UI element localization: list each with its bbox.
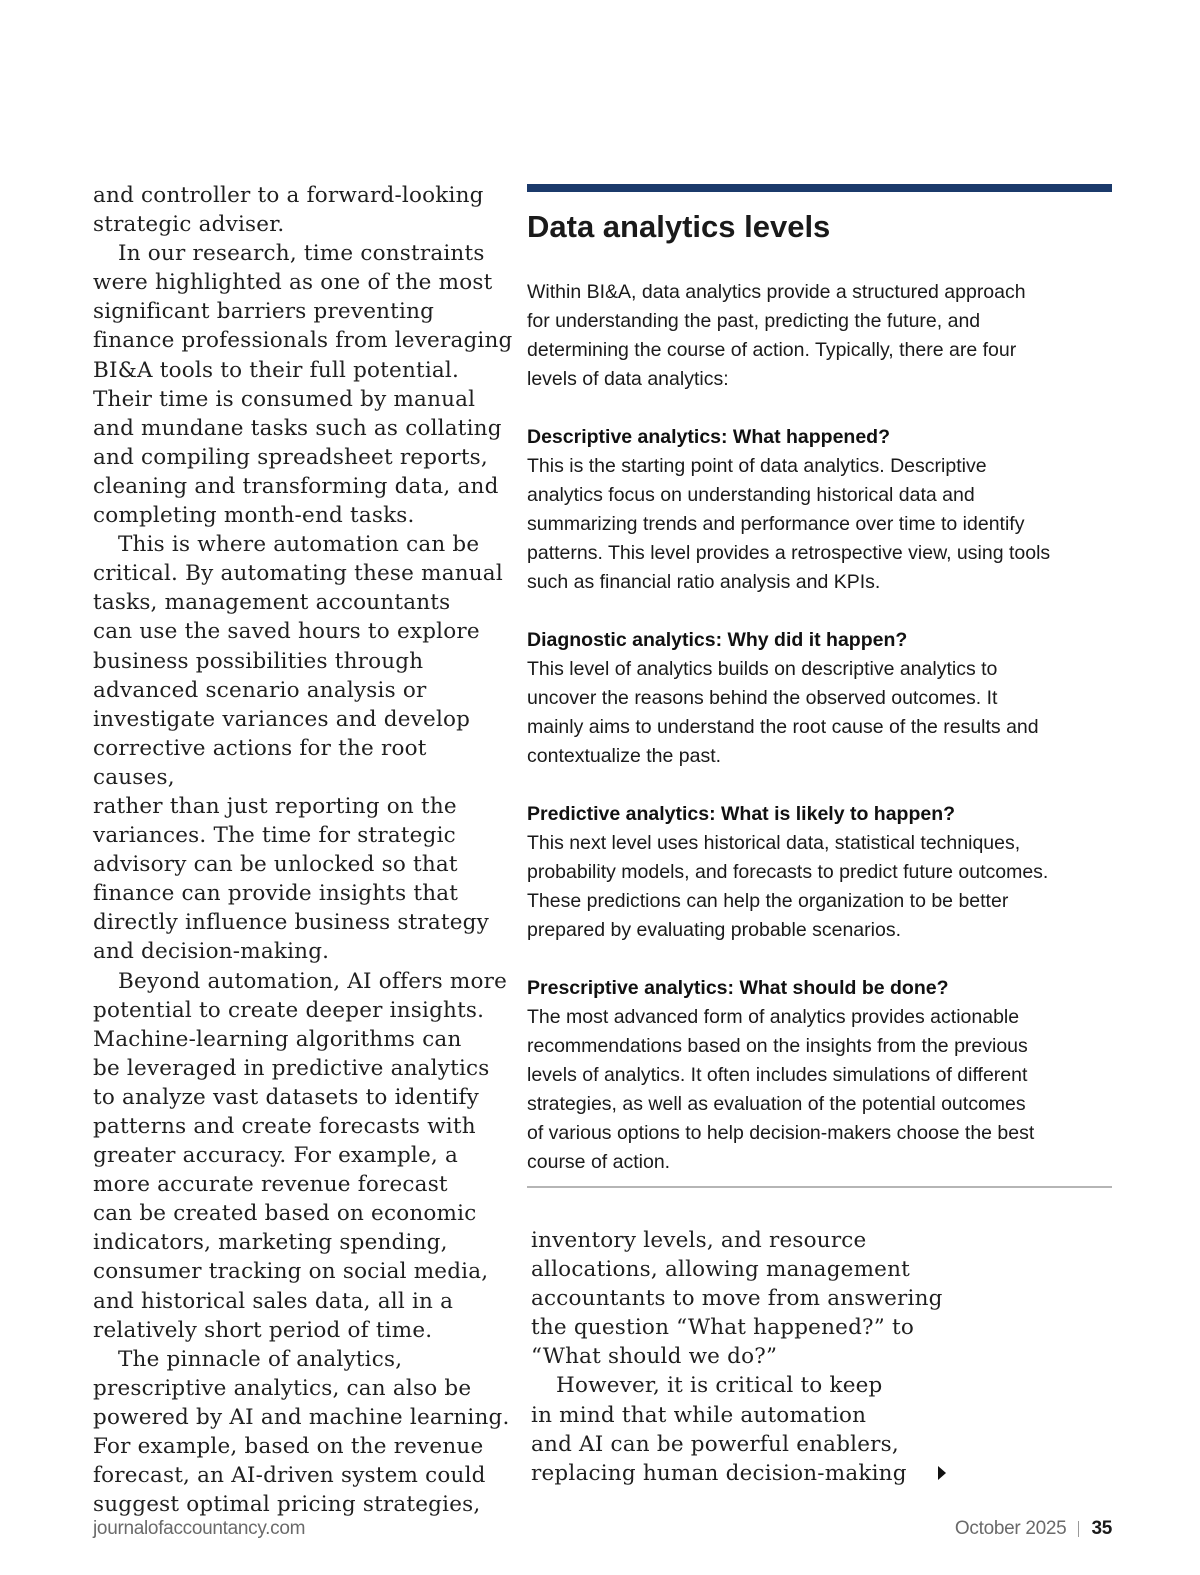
level-body: This is the starting point of data analytics. Descriptive analytics focus on understanding historical data and summarizing trends and performance over time to identify patterns. This level provides a retrospective view, using tools such as financial ratio analysis and KPIs. bbox=[527, 455, 1051, 593]
footer-website: journalofaccountancy.com bbox=[93, 1518, 306, 1539]
body-paragraph: This is where automation can be critical. By automating these manual tasks, management accountants can use the saved hours to explore business possibilities through advanced scenario analysis or investigate variances and develop corrective actions for the root causes, rather than just reporting on the variances. The time for strategic advisory can be unlocked so that finance can provide insights that directly influence business strategy and decision-making. bbox=[93, 532, 503, 965]
footer-issue-date: October 2025 bbox=[954, 1518, 1067, 1539]
level-body: This level of analytics builds on descriptive analytics to uncover the reasons behind the observed outcomes. It mainly aims to understand the root cause of the results and contextualize the past. bbox=[527, 658, 1039, 767]
level-heading: Descriptive analytics: What happened? bbox=[527, 426, 891, 448]
right-column bbox=[531, 1226, 951, 1488]
continue-arrow-icon bbox=[938, 1466, 946, 1480]
body-paragraph: Beyond automation, AI offers more potential to create deeper insights. Machine-learning algorithms can be leveraged in predictive analytics to analyze vast datasets to identify patterns and create forecasts with greater accuracy. For example, a more accurate revenue forecast can be created based on economic indicators, marketing spending, consumer tracking on social media, and historical sales data, all in a relatively short period of time. bbox=[93, 968, 508, 1343]
footer-issue-info bbox=[955, 1518, 1112, 1540]
page-number: 35 bbox=[1091, 1518, 1112, 1539]
level-heading: Diagnostic analytics: Why did it happen? bbox=[527, 629, 908, 651]
level-heading: Prescriptive analytics: What should be done? bbox=[527, 977, 949, 999]
level-body: This next level uses historical data, statistical techniques, probability models, and forecasts to predict future outcomes. These predictions can help the organization to be better prepared by evaluating probable scenarios. bbox=[527, 832, 1049, 941]
sidebar-title: Data analytics levels bbox=[527, 209, 831, 244]
body-paragraph: inventory levels, and resource allocations, allowing management accountants to move from answering the question “What happened?” to “What should we do?” bbox=[531, 1228, 943, 1370]
body-paragraph: In our research, time constraints were highlighted as one of the most significant barriers preventing finance professionals from leveraging BI&A tools to their full potential. Their time is consumed by manual and mundane tasks such as collating and compiling spreadsheet reports, cleaning and transforming data, and completing month-end tasks. bbox=[93, 241, 513, 529]
level-prescriptive bbox=[527, 974, 1112, 1177]
body-paragraph: However, it is critical to keep in mind that while automation and AI can be powerful enablers, replacing human decision-making bbox=[531, 1373, 907, 1486]
sidebar-bottom-rule bbox=[527, 1186, 1112, 1188]
left-column bbox=[93, 181, 513, 1519]
sidebar-top-rule bbox=[527, 184, 1112, 192]
level-body: The most advanced form of analytics provides actionable recommendations based on the insights from the previous levels of analytics. It often includes simulations of different strategies, as well as evaluation of the potential outcomes of various options to help decision-makers choose the best course of action. bbox=[527, 1006, 1035, 1173]
footer-divider bbox=[1078, 1521, 1079, 1537]
body-paragraph: and controller to a forward-looking strategic adviser. bbox=[93, 183, 484, 238]
level-diagnostic bbox=[527, 626, 1112, 771]
level-heading: Predictive analytics: What is likely to happen? bbox=[527, 803, 956, 825]
body-paragraph: The pinnacle of analytics, prescriptive analytics, can also be powered by AI and machine learning. For example, based on the revenue forecast, an AI-driven system could suggest optimal pricing strategies, bbox=[93, 1346, 510, 1518]
data-analytics-sidebar bbox=[527, 184, 1112, 1177]
level-descriptive bbox=[527, 423, 1112, 597]
sidebar-intro: Within BI&A, data analytics provide a structured approach for understanding the past, predicting the future, and determining the course of action. Typically, there are four levels of data analytics: bbox=[527, 281, 1026, 390]
level-predictive bbox=[527, 800, 1112, 945]
